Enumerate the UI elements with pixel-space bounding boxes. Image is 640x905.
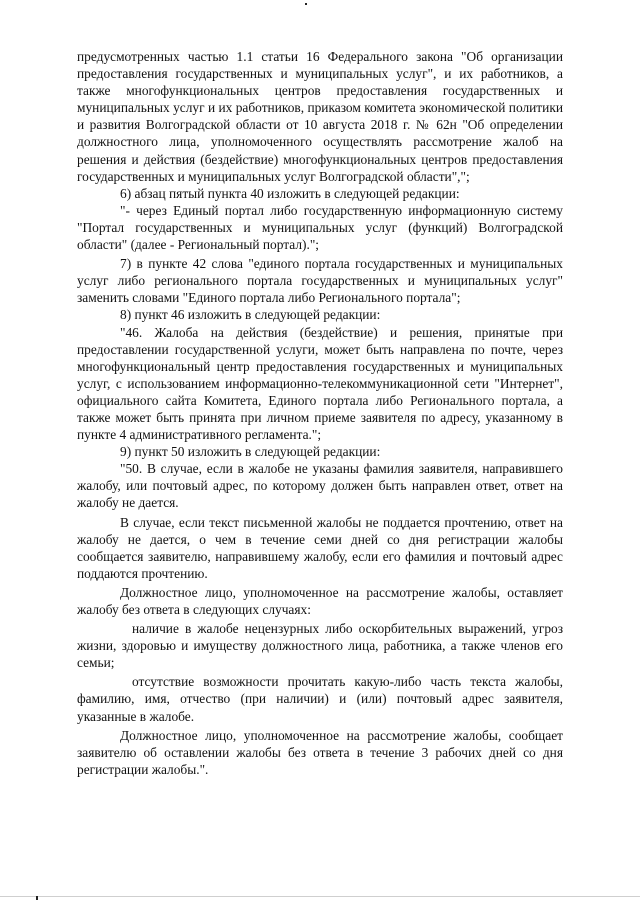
scan-speck-bottom: [36, 896, 38, 900]
paragraph-9: В случае, если текст письменной жалобы не поддается прочтению, ответ на жалобу не дается, о чем в течение семи дней со дня регистрации жалобы сообщается заявителю, направившему жалобу, если его фамилия и почтовый адрес поддаются прочтению.: [77, 514, 563, 581]
scan-edge-line: [0, 896, 640, 897]
paragraph-13: Должностное лицо, уполномоченное на рассмотрение жалобы, сообщает заявителю об оставлении жалобы без ответа в течение 3 рабочих дней со дня регистрации жалобы.".: [77, 727, 563, 777]
paragraph-2: 6) абзац пятый пункта 40 изложить в следующей редакции:: [120, 185, 460, 201]
document-page: [77, 48, 563, 778]
paragraph-5: 8) пункт 46 изложить в следующей редакции:: [120, 307, 381, 323]
paragraph-12: отсутствие возможности прочитать какую-либо часть текста жалобы, фамилию, имя, отчество (при наличии) и (или) почтовый адрес заявителя, указанные в жалобе.: [77, 674, 563, 724]
paragraph-11: наличие в жалобе нецензурных либо оскорбительных выражений, угроз жизни, здоровью и имуществу должностного лица, работника, а также членов его семьи;: [77, 621, 563, 671]
paragraph-1: предусмотренных частью 1.1 статьи 16 Федерального закона "Об организации предоставления государственных и муниципальных услуг", и их работников, а также многофункциональных центров предоставления государственных и муниципальных услуг и их работников, приказом комитета экономической политики и развития Волгоградской области от 10 августа 2018 г. № 62н "Об определении должностного лица, уполномоченного осуществлять рассмотрение жалоб на решения и действия (бездействие) многофункциональных центров предоставления государственных и муниципальных услуг Волгоградской области",";: [77, 49, 563, 184]
paragraph-6: "46. Жалоба на действия (бездействие) и решения, принятые при предоставлении государственной услуги, может быть направлена по почте, через многофункциональный центр предоставления государственных и муниципальных услуг, с использованием информационно-телекоммуникационной сети "Интернет", официального сайта Комитета, Единого портала либо Регионального портала, а также может быть принята при личном приеме заявителя по адресу, указанному в пункте 4 административного регламента.";: [77, 324, 563, 443]
scan-speck: [305, 3, 307, 5]
paragraph-3: "- через Единый портал либо государственную информационную систему "Портал государственных и муниципальных услуг (функций) Волгоградской области" (далее - Региональный портал).";: [77, 202, 563, 253]
paragraph-8: "50. В случае, если в жалобе не указаны фамилия заявителя, направившего жалобу, или почтовый адрес, по которому должен быть направлен ответ, ответ на жалобу не дается.: [77, 461, 563, 511]
paragraph-7: 9) пункт 50 изложить в следующей редакции:: [120, 444, 381, 460]
paragraph-10: Должностное лицо, уполномоченное на рассмотрение жалобы, оставляет жалобу без ответа в следующих случаях:: [77, 584, 563, 617]
paragraph-4: 7) в пункте 42 слова "единого портала государственных и муниципальных услуг либо регионального портала государственных и муниципальных услуг" заменить словами "Единого портала либо Регионального портала";: [77, 256, 563, 306]
